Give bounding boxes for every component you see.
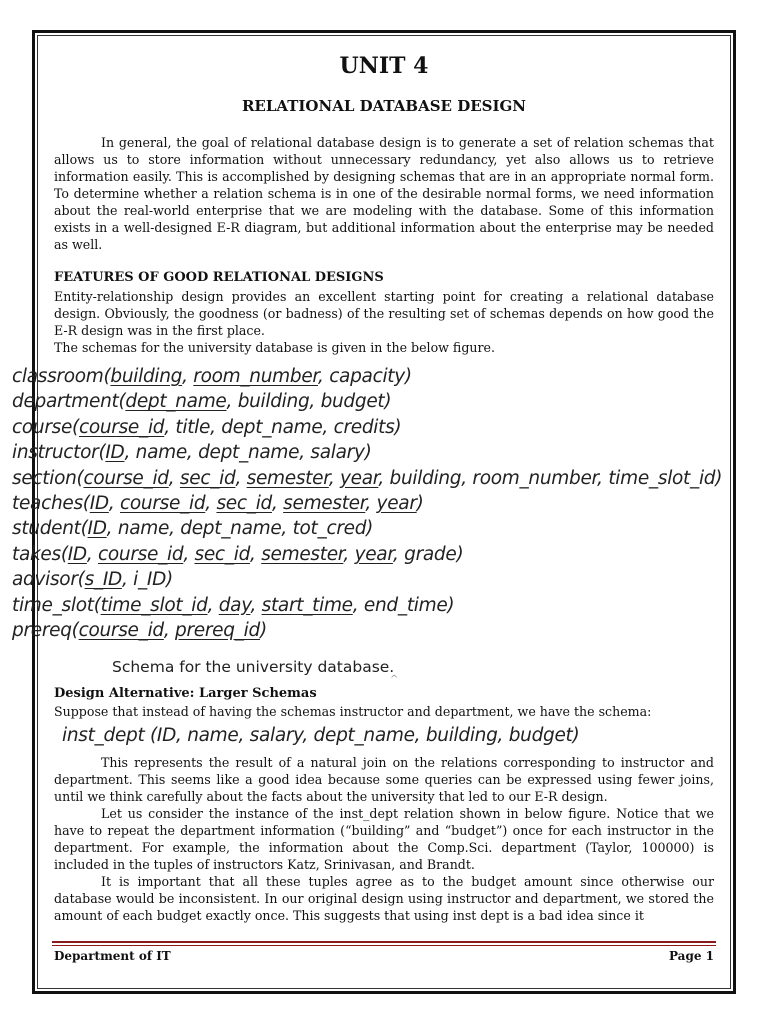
schema-key-attribute: year — [376, 493, 417, 515]
schema-key-attribute: course_id — [78, 620, 164, 642]
schema-attribute: budget — [320, 391, 385, 413]
schema-key-attribute: dept_name — [125, 391, 227, 413]
schema-attribute: credits — [333, 416, 395, 438]
schema-relation-name: department — [12, 391, 119, 413]
schema-key-attribute: ID — [105, 442, 125, 464]
schema-caption: Schema for the university database. — [112, 658, 395, 676]
schema-takes: takes(ID, course_id, sec_id, semester, year, grade) — [12, 543, 464, 565]
chapter-title: RELATIONAL DATABASE DESIGN — [241, 97, 527, 115]
alternative-intro: Suppose that instead of having the schemas instructor and department, we have the schema: — [54, 704, 652, 719]
schema-relation-name: time_slot — [12, 594, 94, 616]
schema-attribute: building — [237, 391, 310, 413]
schema-attribute: dept_name — [198, 442, 300, 464]
schema-attribute: grade — [404, 543, 457, 565]
schema-advisor: advisor(s_ID, i_ID) — [12, 569, 173, 591]
schema-key-attribute: time_slot_id — [100, 594, 208, 616]
schema-student: student(ID, name, dept_name, tot_cred) — [12, 518, 374, 540]
inst-dept-schema: inst_dept (ID, name, salary, dept_name, building, budget) — [62, 725, 580, 746]
schema-key-attribute: semester — [246, 467, 329, 489]
schema-relation-name: section — [12, 467, 77, 489]
schema-instructor: instructor(ID, name, dept_name, salary) — [12, 442, 372, 464]
schema-key-attribute: building — [110, 366, 183, 387]
footer-department: Department of IT — [54, 949, 171, 963]
alternative-paragraph-3: It is important that all these tuples agree as to the budget amount since otherwise our database would be inconsistent. In our original design using instructor and department, we stored the amount of each budget exactly once. This suggests that using inst dept is a bad idea since it — [54, 874, 714, 923]
schema-course: course(course_id, title, dept_name, credits) — [12, 416, 402, 438]
intro-paragraph: In general, the goal of relational database design is to generate a set of relation schemas that allows us to store information without unnecessary redundancy, yet also allows us to retrieve information easily. This is accomplished by designing schemas that are in an appropriate normal form. To determine whether a relation schema is in one of the desirable normal forms, we need information about the real-world enterprise that we are modeling with the database. Some of this information exists in a well-designed E-R diagram, but additional information about the enterprise may be needed as well. — [54, 135, 714, 252]
schema-relation-name: advisor — [12, 569, 78, 591]
schema-key-attribute: course_id — [98, 543, 184, 565]
schema-key-attribute: course_id — [83, 467, 169, 489]
schema-key-attribute: course_id — [78, 416, 165, 438]
schema-key-attribute: semester — [261, 543, 344, 565]
schema-key-attribute: sec_id — [216, 493, 272, 515]
schema-figure — [12, 364, 722, 643]
schema-attribute: name — [135, 442, 187, 464]
schema-attribute: capacity — [329, 366, 405, 387]
schema-attribute: salary — [310, 442, 365, 464]
schema-relation-name: prereq — [12, 620, 72, 642]
schema-attribute: name — [117, 518, 170, 540]
schema-key-attribute: sec_id — [194, 543, 251, 565]
schema-key-attribute: prereq_id — [175, 620, 260, 642]
schema-attribute: building — [389, 467, 462, 489]
schema-attribute: dept_name — [221, 416, 323, 438]
schema-relation-name: takes — [12, 543, 61, 565]
schema-time-slot: time_slot(time_slot_id, day, start_time, end_time) — [12, 594, 455, 616]
schema-key-attribute: ID — [67, 543, 87, 565]
alternative-paragraph-1: This represents the result of a natural join on the relations corresponding to instructor and department. This seems like a good idea because some queries can be expressed using fewer joins, until we think carefully about the facts about the university that led to our E-R design. — [54, 755, 714, 804]
schema-teaches: teaches(ID, course_id, sec_id, semester, year) — [12, 493, 424, 515]
schema-attribute: room_number — [472, 467, 598, 489]
schema-key-attribute: course_id — [120, 493, 206, 515]
schema-relation-name: course — [12, 416, 73, 438]
footer-rule-thin — [52, 945, 716, 946]
unit-title: UNIT 4 — [339, 53, 429, 79]
schema-relation-name: student — [12, 518, 81, 540]
footer-page-number: Page 1 — [668, 949, 714, 963]
schema-classroom: classroom(building, room_number, capacity) — [12, 366, 412, 387]
schema-key-attribute: year — [354, 543, 393, 565]
schema-key-attribute: ID — [87, 518, 107, 540]
schema-key-attribute: ID — [89, 493, 109, 515]
footer-rule — [52, 941, 716, 943]
schema-attribute: tot_cred — [292, 518, 367, 540]
schema-key-attribute: year — [340, 467, 379, 489]
schema-department: department(dept_name, building, budget) — [12, 391, 392, 413]
alternative-heading: Design Alternative: Larger Schemas — [54, 686, 317, 701]
alternative-paragraph-2: Let us consider the instance of the inst_dept relation shown in below figure. Notice that we have to repeat the department information (“building” and “budget”) once for each instructor in the department. For example, the information about the Comp.Sci. department (Taylor, 100000) is included in the tuples of instructors Katz, Srinivasan, and Brandt. — [54, 806, 714, 872]
schema-relation-name: classroom — [12, 366, 104, 387]
schemas-intro: The schemas for the university database is given in the below figure. — [54, 340, 495, 355]
schema-key-attribute: semester — [283, 493, 366, 515]
schema-attribute: end_time — [363, 594, 448, 616]
schema-key-attribute: room_number — [193, 366, 319, 387]
features-paragraph: Entity-relationship design provides an excellent starting point for creating a relational database design. Obviously, the goodness (or badness) of the resulting set of schemas depends on how good the E-R design was in the first place. — [54, 289, 714, 338]
schema-attribute: i_ID — [133, 569, 167, 591]
schema-key-attribute: s_ID — [84, 569, 122, 591]
schema-attribute: time_slot_id — [608, 467, 716, 489]
caret-mark: ^ — [390, 674, 399, 685]
schema-prereq: prereq(course_id, prereq_id) — [12, 620, 267, 642]
schema-attribute: dept_name — [180, 518, 282, 540]
schema-key-attribute: day — [218, 594, 251, 616]
schema-key-attribute: start_time — [261, 594, 353, 616]
schema-attribute: title — [175, 416, 211, 438]
features-heading: FEATURES OF GOOD RELATIONAL DESIGNS — [54, 270, 384, 285]
schema-relation-name: teaches — [12, 493, 83, 515]
schema-relation-name: instructor — [12, 442, 99, 464]
schema-key-attribute: sec_id — [179, 467, 236, 489]
schema-section: section(course_id, sec_id, semester, year, building, room_number, time_slot_id) — [12, 467, 723, 489]
